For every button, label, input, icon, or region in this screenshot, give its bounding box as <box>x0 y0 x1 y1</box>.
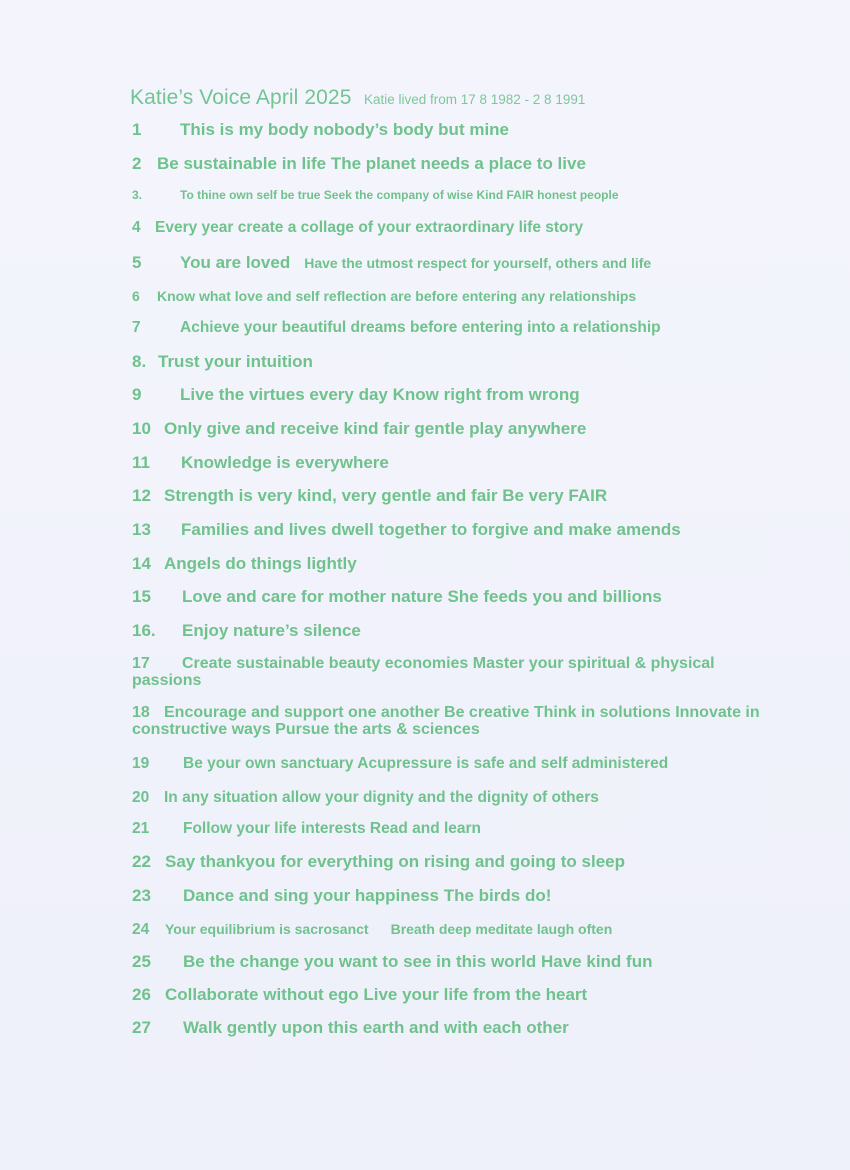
item-number: 23 <box>132 886 151 905</box>
list-item <box>132 288 636 304</box>
item-number: 18 <box>132 704 150 721</box>
page-subtitle: Katie lived from 17 8 1982 - 2 8 1991 <box>363 92 586 107</box>
item-text: Follow your life interests Read and learn <box>183 820 482 837</box>
item-text: You are loved <box>180 253 291 272</box>
item-text: Love and care for mother nature She feeds you and billions <box>182 587 662 606</box>
item-number: 24 <box>132 921 150 938</box>
list-item <box>132 587 662 607</box>
item-text: Walk gently upon this earth and with each other <box>183 1018 569 1037</box>
item-number: 1 <box>132 120 142 139</box>
list-item <box>132 789 599 807</box>
item-text: In any situation allow your dignity and the dignity of others <box>164 789 599 806</box>
item-text: Families and lives dwell together to forgive and make amends <box>181 520 681 539</box>
item-text: Every year create a collage of your extraordinary life story <box>155 219 584 236</box>
item-number: 8. <box>132 352 147 371</box>
list-item <box>132 120 509 140</box>
item-number: 25 <box>132 952 151 971</box>
item-text: Collaborate without ego Live your life from the heart <box>165 985 588 1004</box>
list-item <box>132 253 651 273</box>
item-text-secondary: Breath deep meditate laugh often <box>390 921 613 937</box>
item-number: 21 <box>132 820 150 837</box>
item-text: Create sustainable beauty economies Master your spiritual & physical passions <box>132 655 715 689</box>
item-number: 14 <box>132 554 151 573</box>
item-number: 17 <box>132 655 150 672</box>
list-item <box>132 852 625 872</box>
item-number: 4 <box>132 219 141 236</box>
item-text: Encourage and support one another Be creative Think in solutions Innovate in constructive ways Pursue the arts & sciences <box>132 704 760 738</box>
item-text: Trust your intuition <box>158 352 313 371</box>
list-item <box>132 352 313 372</box>
header <box>130 86 585 110</box>
list-item <box>132 886 551 906</box>
item-text: This is my body nobody’s body but mine <box>180 120 510 139</box>
item-number: 19 <box>132 755 150 772</box>
list-item <box>132 520 681 540</box>
page-title: Katie’s Voice April 2025 <box>130 86 352 109</box>
item-number: 3. <box>132 188 143 202</box>
item-text: Know what love and self reflection are before entering any relationships <box>157 288 637 304</box>
item-number: 10 <box>132 419 151 438</box>
item-text: Only give and receive kind fair gentle play anywhere <box>164 419 587 438</box>
item-text: Knowledge is everywhere <box>181 453 389 472</box>
list-item <box>132 755 668 773</box>
item-number: 2 <box>132 154 142 173</box>
list-item <box>132 985 587 1005</box>
item-number: 15 <box>132 587 151 606</box>
item-text: To thine own self be true Seek the company of wise Kind FAIR honest people <box>180 188 619 202</box>
item-text: Angels do things lightly <box>164 554 357 573</box>
item-text: Achieve your beautiful dreams before entering into a relationship <box>180 319 661 336</box>
list-item <box>132 621 361 641</box>
item-number: 9 <box>132 385 142 404</box>
item-text: Live the virtues every day Know right from wrong <box>180 385 580 404</box>
item-text: Your equilibrium is sacrosanct <box>165 921 369 937</box>
item-text: Be the change you want to see in this world Have kind fun <box>183 952 653 971</box>
list-item <box>132 154 586 174</box>
list-item <box>132 219 583 237</box>
item-number: 7 <box>132 319 141 336</box>
list-item <box>132 554 357 574</box>
item-text: Strength is very kind, very gentle and fair Be very FAIR <box>164 486 608 505</box>
list-item <box>132 188 619 202</box>
item-text: Say thankyou for everything on rising and going to sleep <box>165 852 626 871</box>
list-item <box>132 385 580 405</box>
list-item <box>132 655 762 689</box>
item-number: 27 <box>132 1018 151 1037</box>
list-item <box>132 704 762 738</box>
item-number: 5 <box>132 253 142 272</box>
item-number: 16. <box>132 621 156 640</box>
item-text: Be your own sanctuary Acupressure is safe and self administered <box>183 755 669 772</box>
list-item <box>132 453 389 473</box>
item-number: 11 <box>132 453 150 472</box>
item-text: Be sustainable in life The planet needs a place to live <box>157 154 586 173</box>
item-number: 6 <box>132 288 140 304</box>
item-text-secondary: Have the utmost respect for yourself, others and life <box>304 255 652 271</box>
item-number: 12 <box>132 486 151 505</box>
item-number: 13 <box>132 520 151 539</box>
item-number: 22 <box>132 852 151 871</box>
item-text: Enjoy nature’s silence <box>182 621 361 640</box>
list-item <box>132 419 586 439</box>
list-item <box>132 486 607 506</box>
list-item <box>132 921 612 939</box>
list-item <box>132 1018 569 1038</box>
list-item <box>132 319 661 337</box>
item-number: 20 <box>132 789 150 806</box>
list-item <box>132 952 652 972</box>
list-item <box>132 820 481 838</box>
item-number: 26 <box>132 985 151 1004</box>
item-text: Dance and sing your happiness The birds do! <box>183 886 552 905</box>
